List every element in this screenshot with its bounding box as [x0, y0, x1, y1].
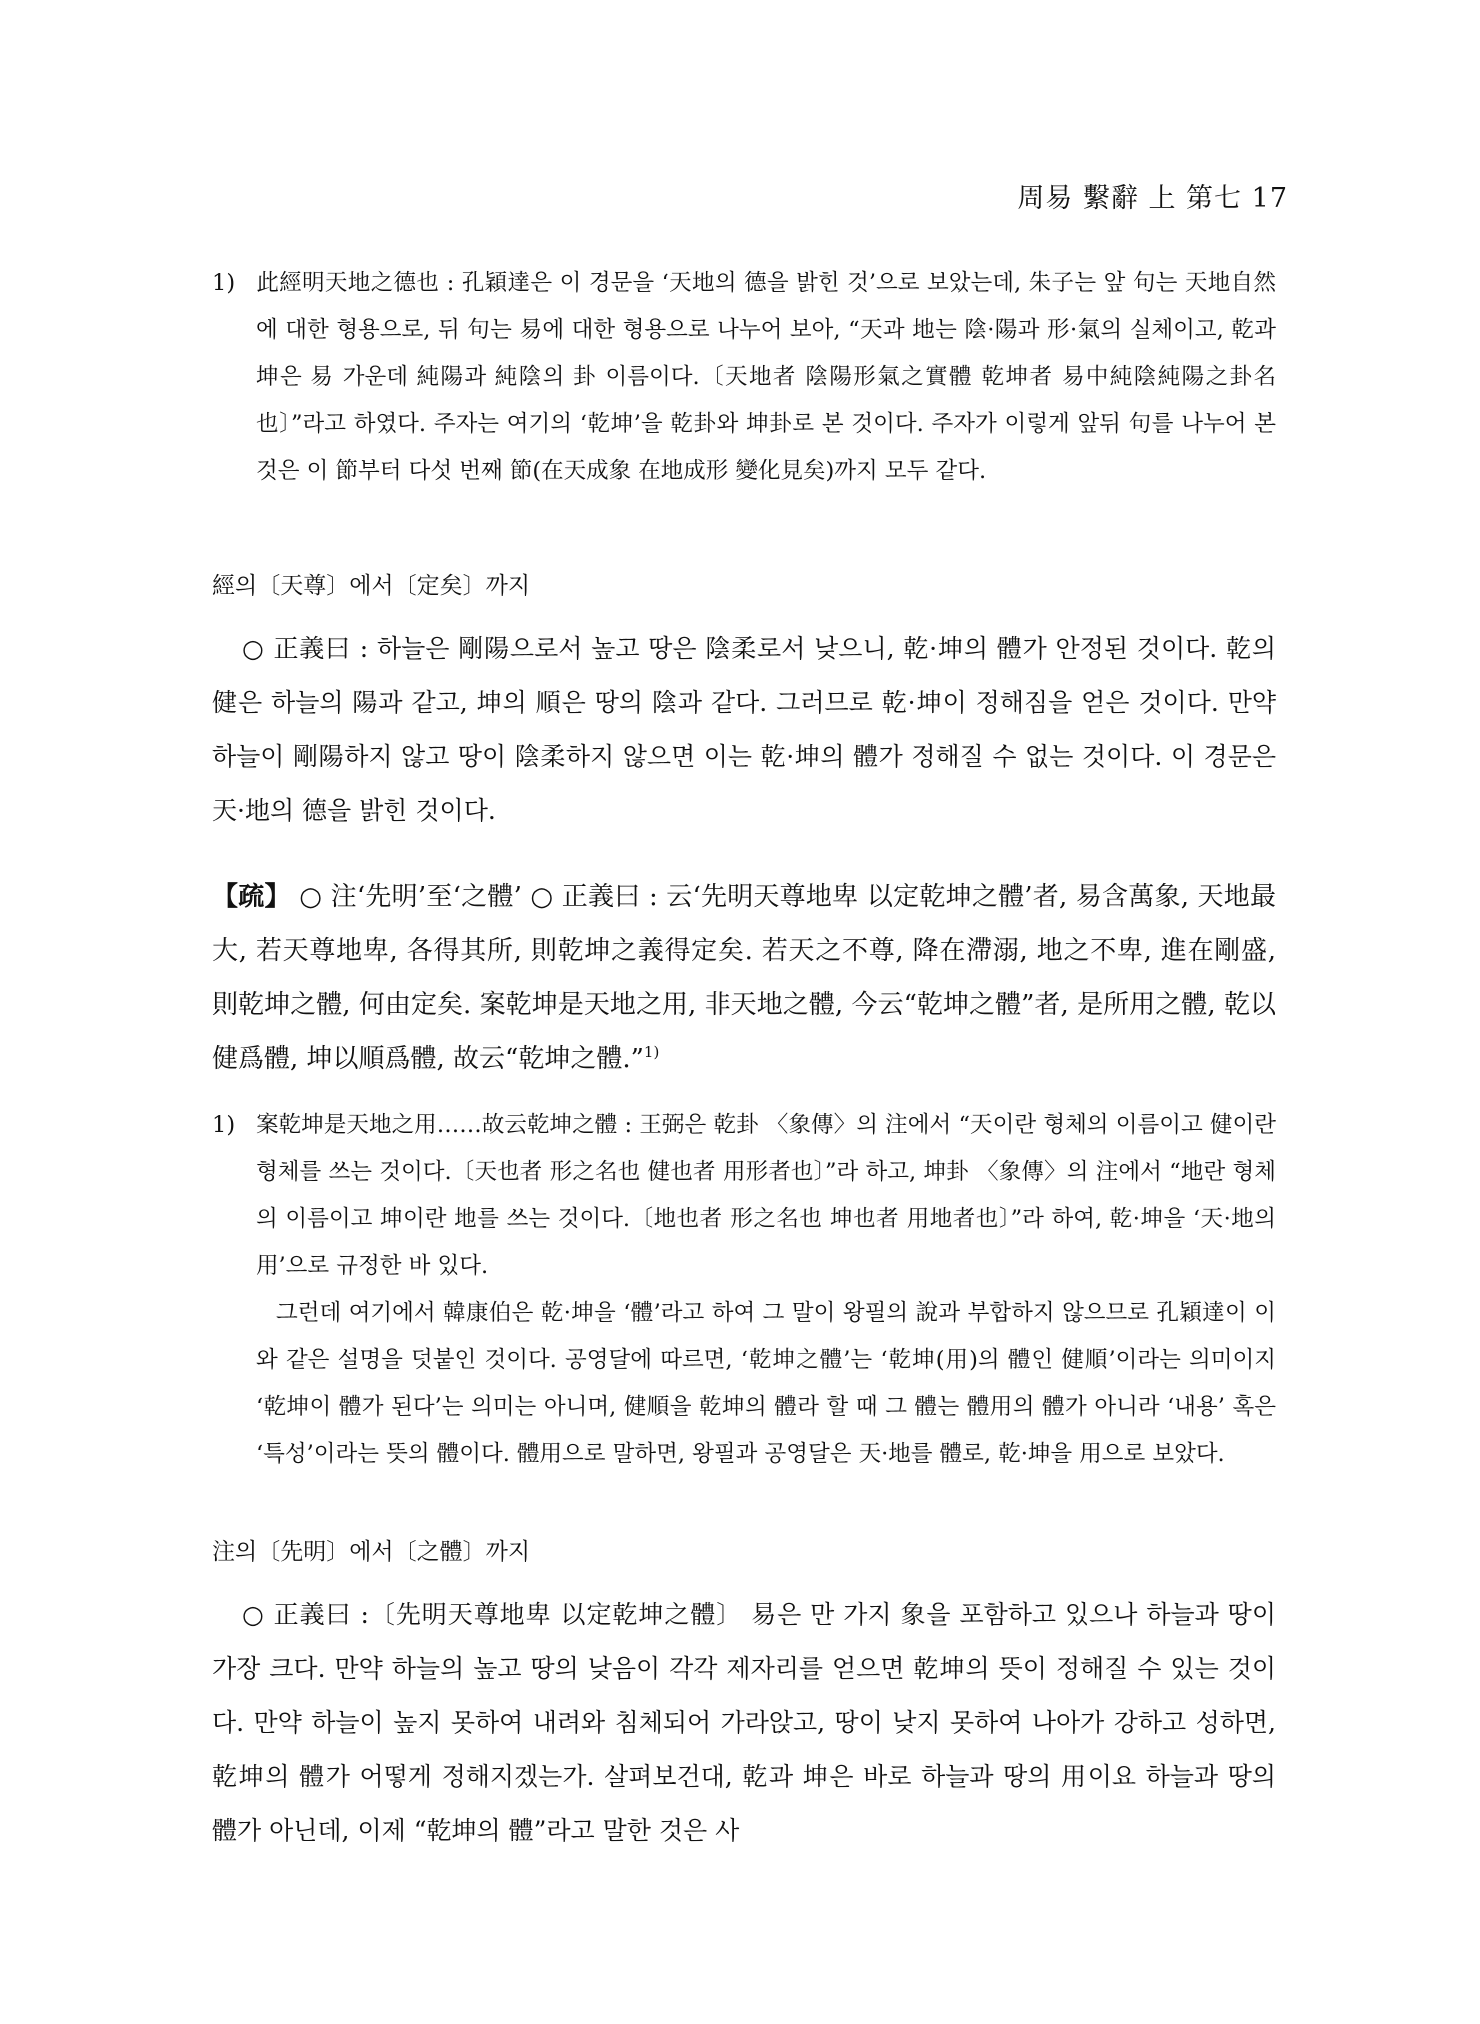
section-1	[212, 566, 1276, 838]
footnote-2-number: 1)	[212, 1112, 236, 1138]
shu-text: ○ 注‘先明’至‘之體’ ○ 正義曰 : 云‘先明天尊地卑 以定乾坤之體’者, 易含萬象, 天地最大, 若天尊地卑, 各得其所, 則乾坤之義得定矣. 若天之不尊, 降在滯溺, 地之不卑, 進在剛盛, 則乾坤之體, 何由定矣. 案乾坤是天地之用, 非天地之體, 今云“乾坤之體”者, 是所用之體, 乾以健爲體, 坤以順爲體, 故云“乾坤之體.”	[212, 882, 1276, 1074]
footnote-1	[212, 260, 1276, 495]
shu-label: 【疏】	[212, 882, 291, 912]
footnote-2-paragraph-2: 그런데 여기에서 韓康伯은 乾·坤을 ‘體’라고 하여 그 말이 왕필의 說과 부합하지 않으므로 孔穎達이 이와 같은 설명을 덧붙인 것이다. 공영달에 따르면, ‘乾坤之體’는 ‘乾坤(用)의 體인 健順’이라는 의미이지 ‘乾坤이 體가 된다’는 의미는 아니며, 健順을 乾坤의 體라 할 때 그 體는 體用의 體가 아니라 ‘내용’ 혹은 ‘특성’이라는 뜻의 體이다. 體用으로 말하면, 왕필과 공영달은 天·地를 體로, 乾·坤을 用으로 보았다.	[256, 1300, 1276, 1467]
footnote-2-paragraph-1	[212, 1102, 1276, 1290]
section-1-body: ○ 正義曰 : 하늘은 剛陽으로서 높고 땅은 陰柔로서 낮으니, 乾·坤의 體가 안정된 것이다. 乾의 健은 하늘의 陽과 같고, 坤의 順은 땅의 陰과 같다. 그러므로 乾·坤이 정해짐을 얻은 것이다. 만약 하늘이 剛陽하지 않고 땅이 陰柔하지 않으면 이는 乾·坤의 體가 정해질 수 없는 것이다. 이 경문은 天·地의 德을 밝힌 것이다.	[212, 634, 1276, 825]
footnote-2	[212, 1102, 1276, 1478]
shu-commentary	[212, 870, 1276, 1086]
section-2-heading: 注의〔先明〕에서〔之體〕까지	[212, 1539, 531, 1565]
running-head: 周易 繫辭 上 第七 17	[1017, 183, 1288, 214]
footnote-1-number: 1)	[212, 270, 236, 296]
footnote-1-text: 此經明天地之德也 : 孔穎達은 이 경문을 ‘天地의 德을 밝힌 것’으로 보았는데, 朱子는 앞 句는 天地自然에 대한 형용으로, 뒤 句는 易에 대한 형용으로 나누어 보아, “天과 地는 陰·陽과 形·氣의 실체이고, 乾과 坤은 易 가운데 純陽과 純陰의 卦 이름이다.〔天地者 陰陽形氣之實體 乾坤者 易中純陰純陽之卦名也〕”라고 하였다. 주자는 여기의 ‘乾坤’을 乾卦와 坤卦로 본 것이다. 주자가 이렇게 앞뒤 句를 나누어 본 것은 이 節부터 다섯 번째 節(在天成象 在地成形 變化見矣)까지 모두 같다.	[256, 270, 1276, 484]
shu-paragraph	[212, 870, 1276, 1086]
section-1-heading: 經의〔天尊〕에서〔定矣〕까지	[212, 573, 531, 599]
footnote-1-paragraph	[212, 260, 1276, 495]
footnote-2-text-1: 案乾坤是天地之用……故云乾坤之體 : 王弼은 乾卦 〈象傳〉의 注에서 “天이란 형체의 이름이고 健이란 형체를 쓰는 것이다.〔天也者 形之名也 健也者 用形者也〕”라 하고, 坤卦 〈象傳〉의 注에서 “地란 형체의 이름이고 坤이란 地를 쓰는 것이다.〔地也者 形之名也 坤也者 用地者也〕”라 하여, 乾·坤을 ‘天·地의 用’으로 규정한 바 있다.	[256, 1112, 1276, 1279]
section-2-body: ○ 正義曰 :〔先明天尊地卑 以定乾坤之體〕 易은 만 가지 象을 포함하고 있으나 하늘과 땅이 가장 크다. 만약 하늘의 높고 땅의 낮음이 각각 제자리를 얻으면 乾坤의 뜻이 정해질 수 있는 것이다. 만약 하늘이 높지 못하여 내려와 침체되어 가라앉고, 땅이 낮지 못하여 나아가 강하고 성하면, 乾坤의 體가 어떻게 정해지겠는가. 살펴보건대, 乾과 坤은 바로 하늘과 땅의 用이요 하늘과 땅의 體가 아닌데, 이제 “乾坤의 體”라고 말한 것은 사	[212, 1600, 1276, 1845]
footnote-ref: 1)	[643, 1043, 660, 1061]
section-2	[212, 1532, 1276, 1858]
